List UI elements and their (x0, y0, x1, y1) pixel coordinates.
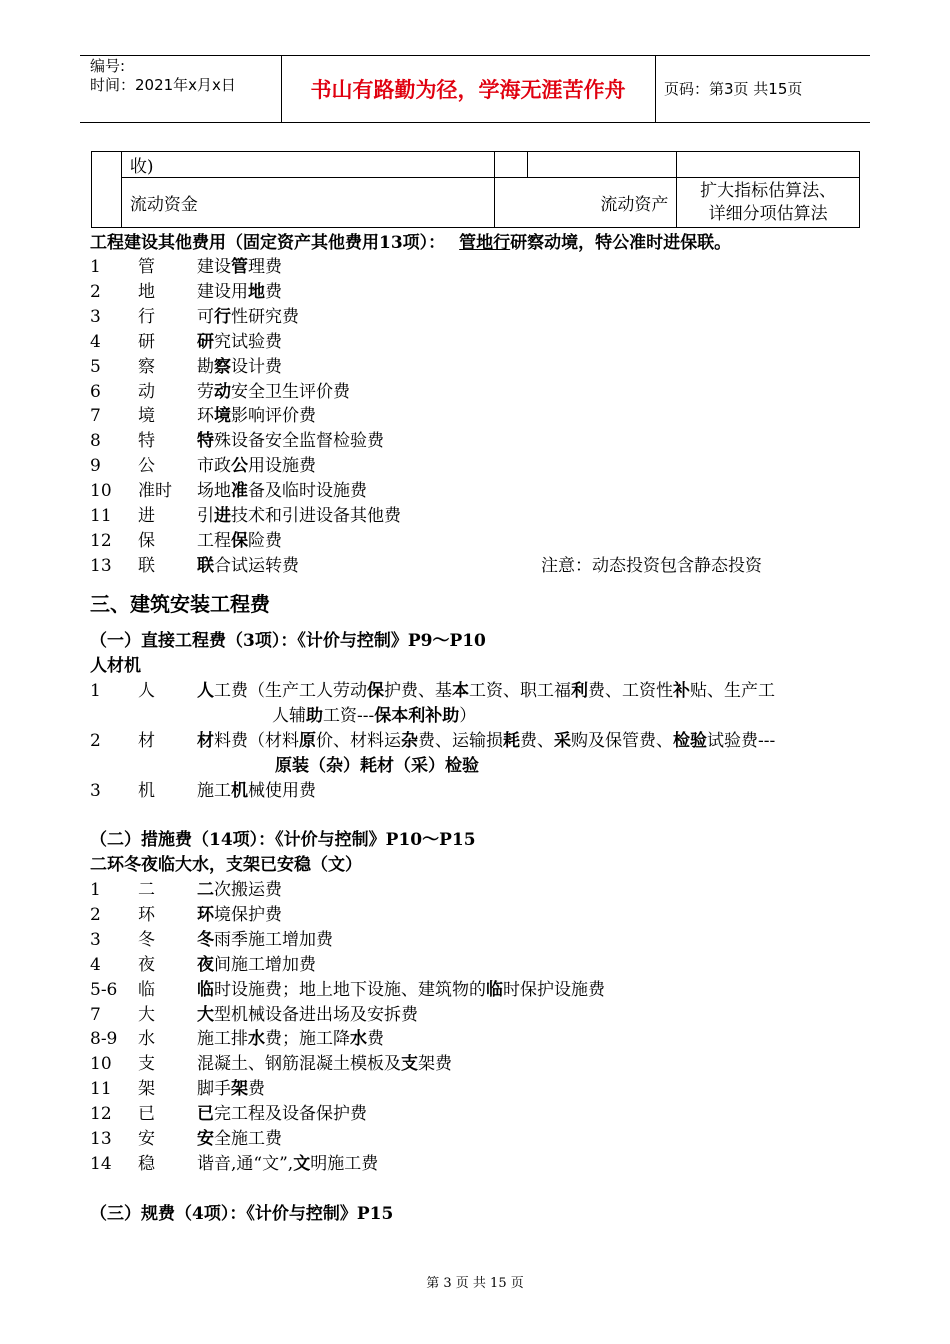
item-number: 3 (90, 306, 101, 327)
item-number: 2 (90, 731, 101, 751)
item-desc-line2: 原装（杂）耗材（采）检验 (275, 756, 479, 776)
item-abbr: 动 (138, 381, 155, 402)
measures-heading: （二）措施费（14项）：《计价与控制》P10～P15 (90, 830, 476, 850)
item-number: 11 (90, 506, 112, 526)
header-page-number: 页码：第3页 共15页 (664, 80, 803, 98)
item-number: 3 (90, 929, 101, 950)
header-meta (90, 57, 236, 95)
item-abbr: 联 (138, 555, 155, 576)
item-abbr: 地 (138, 281, 155, 302)
table-cell: 流动资产 (494, 178, 677, 228)
item-desc: 谐音,通“文”,文明施工费 (197, 1153, 379, 1174)
item-number: 13 (90, 1129, 112, 1149)
item-desc: 人工费（生产工人劳动保护费、基本工资、职工福利费、工资性补贴、生产工 (197, 681, 775, 701)
item-abbr: 察 (138, 356, 155, 377)
table-cell (92, 152, 122, 228)
item-number: 12 (90, 530, 112, 551)
item-desc: 脚手架费 (197, 1079, 265, 1100)
item-desc: 特殊设备安全监督检验费 (197, 431, 384, 452)
header-divider (655, 55, 656, 122)
item-abbr: 管 (138, 257, 155, 277)
item-number: 10 (90, 1054, 112, 1075)
table-cell (677, 178, 860, 228)
item-abbr: 公 (138, 456, 155, 477)
investment-table (91, 151, 860, 228)
item-abbr: 大 (138, 1004, 155, 1025)
item-abbr: 准时 (138, 481, 172, 502)
item-abbr: 安 (138, 1129, 155, 1149)
investment-note: 注意：动态投资包含静态投资 (541, 555, 762, 576)
item-number: 5-6 (90, 979, 118, 1000)
item-number: 1 (90, 681, 101, 701)
heading-text: 工程建设其他费用（固定资产其他费用13项）： (90, 233, 446, 253)
item-desc: 冬雨季施工增加费 (197, 929, 333, 950)
item-desc: 施工排水费；施工降水费 (197, 1029, 384, 1050)
item-abbr: 保 (138, 530, 155, 551)
item-desc: 环境影响评价费 (197, 406, 316, 427)
measures-mnemonic: 二环冬夜临大水，支架已安稳（文） (90, 855, 362, 875)
item-desc: 研究试验费 (197, 331, 282, 352)
item-desc: 可行性研究费 (197, 306, 299, 327)
header-motto: 书山有路勤为径，学海无涯苦作舟 (310, 78, 626, 102)
table-cell: 流动资金 (121, 178, 494, 228)
item-number: 4 (90, 331, 101, 352)
header-top-rule (80, 55, 870, 56)
item-abbr: 环 (138, 904, 155, 925)
table-cell (677, 152, 860, 178)
item-abbr: 已 (138, 1104, 155, 1125)
item-desc: 建设管理费 (197, 257, 282, 277)
item-desc: 混凝土、钢筋混凝土模板及支架费 (197, 1054, 452, 1075)
item-number: 1 (90, 257, 101, 277)
item-desc: 工程保险费 (197, 530, 282, 551)
header-bottom-rule (80, 122, 870, 123)
item-number: 10 (90, 481, 112, 502)
header-number: 编号: (90, 57, 126, 75)
item-abbr: 人 (138, 681, 155, 701)
item-number: 5 (90, 356, 101, 377)
list-item (90, 679, 880, 729)
item-desc: 已完工程及设备保护费 (197, 1104, 367, 1125)
table-cell-line: 详细分项估算法 (708, 203, 828, 224)
item-desc: 场地准备及临时设施费 (197, 481, 367, 502)
fees-heading: （三）规费（4项）：《计价与控制》P15 (90, 1204, 394, 1224)
item-abbr: 架 (138, 1079, 155, 1100)
item-abbr: 水 (138, 1029, 155, 1050)
list-item (90, 729, 880, 779)
item-number: 13 (90, 555, 112, 576)
item-abbr: 临 (138, 979, 155, 1000)
footer-page-number: 第 3 页 共 15 页 (426, 1276, 524, 1291)
table-cell (527, 152, 677, 178)
item-desc: 勘察设计费 (197, 356, 282, 377)
table-cell (494, 152, 527, 178)
item-abbr: 特 (138, 431, 155, 452)
item-abbr: 稳 (138, 1153, 155, 1174)
item-desc: 环境保护费 (197, 904, 282, 925)
item-desc: 施工机械使用费 (197, 781, 316, 801)
item-number: 3 (90, 781, 101, 801)
item-abbr: 材 (138, 731, 155, 751)
item-desc: 二次搬运费 (197, 880, 282, 900)
item-abbr: 境 (138, 406, 155, 427)
item-number: 11 (90, 1079, 112, 1100)
header-date: 时间：2021年x月x日 (90, 76, 236, 94)
item-number: 9 (90, 456, 101, 477)
item-abbr: 研 (138, 331, 155, 352)
item-number: 8 (90, 431, 101, 452)
section-title: 三、建筑安装工程费 (90, 592, 270, 616)
item-abbr: 支 (138, 1054, 155, 1075)
item-desc: 市政公用设施费 (197, 456, 316, 477)
item-desc: 联合试运转费 (197, 555, 299, 576)
item-abbr: 夜 (138, 954, 155, 975)
item-desc: 劳动安全卫生评价费 (197, 381, 350, 402)
item-number: 2 (90, 904, 101, 925)
item-number: 12 (90, 1104, 112, 1125)
item-number: 2 (90, 281, 101, 302)
item-desc: 大型机械设备进出场及安拆费 (197, 1004, 418, 1025)
item-number: 1 (90, 880, 101, 900)
item-desc: 材料费（材料原价、材料运杂费、运输损耗费、采购及保管费、检验试验费--- (197, 731, 776, 751)
item-desc: 夜间施工增加费 (197, 954, 316, 975)
item-number: 4 (90, 954, 101, 975)
table-cell: 收) (121, 152, 494, 178)
mnemonic-underlined: 管地行 (459, 233, 511, 253)
item-abbr: 冬 (138, 929, 155, 950)
direct-mnemonic: 人材机 (90, 656, 141, 676)
direct-cost-heading: （一）直接工程费（3项）：《计价与控制》P9～P10 (90, 631, 486, 651)
item-desc: 建设用地费 (197, 281, 282, 302)
item-abbr: 进 (138, 506, 155, 526)
mnemonic-rest: 研察动境，特公准时进保联。 (510, 233, 732, 253)
item-number: 7 (90, 1004, 101, 1025)
table-cell-line: 扩大指标估算法、 (700, 180, 837, 201)
item-number: 14 (90, 1153, 112, 1174)
item-number: 6 (90, 381, 101, 402)
item-desc: 临时设施费；地上地下设施、建筑物的临时保护设施费 (197, 979, 605, 1000)
item-abbr: 机 (138, 781, 155, 801)
item-desc: 安全施工费 (197, 1129, 282, 1149)
item-desc: 引进技术和引进设备其他费 (197, 506, 401, 526)
other-fees-heading (90, 231, 880, 255)
item-number: 8-9 (90, 1029, 118, 1050)
item-abbr: 二 (138, 880, 155, 900)
item-abbr: 行 (138, 306, 155, 327)
item-desc-line2: 人辅助工资---保本利补助） (272, 706, 477, 726)
item-number: 7 (90, 406, 101, 427)
